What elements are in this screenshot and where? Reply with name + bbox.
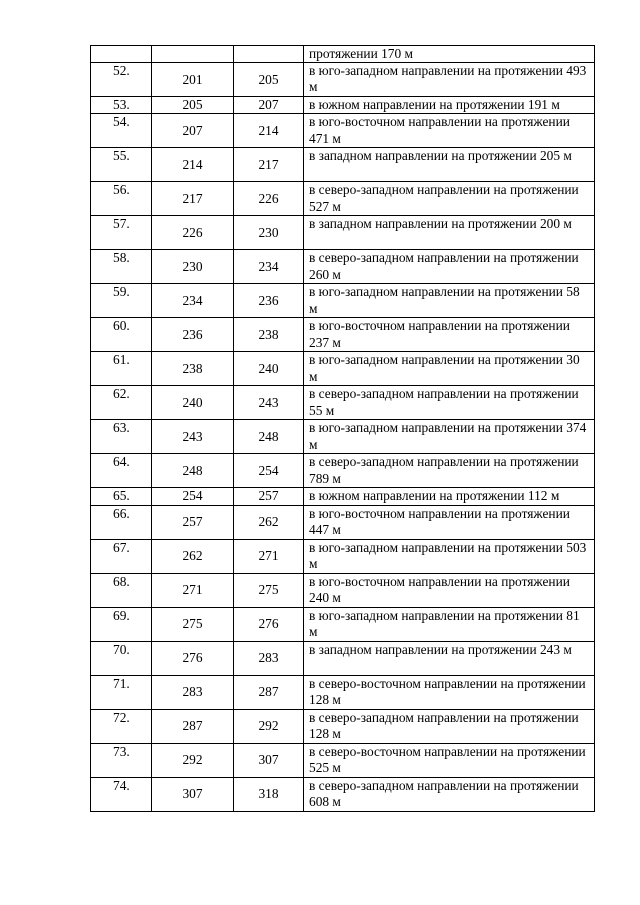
table-row [91, 675, 595, 709]
table-row [91, 250, 595, 284]
to-point-cell: 292 [234, 709, 304, 743]
row-number-cell: 54. [91, 114, 152, 148]
description-cell: в южном направлении на протяжении 191 м [304, 97, 595, 114]
row-number-cell: 62. [91, 386, 152, 420]
from-point-cell: 257 [152, 505, 234, 539]
from-point-cell: 287 [152, 709, 234, 743]
to-point-cell: 217 [234, 148, 304, 182]
description-cell: в западном направлении на протяжении 200 м [304, 216, 595, 250]
to-point-cell: 214 [234, 114, 304, 148]
table-row [91, 505, 595, 539]
description-cell: в северо-восточном направлении на протяжении 525 м [304, 743, 595, 777]
to-point-cell: 230 [234, 216, 304, 250]
row-number-cell: 73. [91, 743, 152, 777]
table-row [91, 318, 595, 352]
from-point-cell: 254 [152, 488, 234, 505]
boundary-description-table [90, 45, 595, 812]
from-point-cell: 238 [152, 352, 234, 386]
description-cell: в юго-западном направлении на протяжении 81 м [304, 607, 595, 641]
from-point-cell: 226 [152, 216, 234, 250]
from-point-cell: 262 [152, 539, 234, 573]
table-row [91, 607, 595, 641]
description-cell: в юго-западном направлении на протяжении 493 м [304, 63, 595, 97]
description-cell: в юго-восточном направлении на протяжении 240 м [304, 573, 595, 607]
to-point-cell: 226 [234, 182, 304, 216]
table-row [91, 352, 595, 386]
to-point-cell: 276 [234, 607, 304, 641]
description-cell: в западном направлении на протяжении 243 м [304, 641, 595, 675]
description-cell: в юго-западном направлении на протяжении 503 м [304, 539, 595, 573]
to-point-cell: 238 [234, 318, 304, 352]
table-row [91, 216, 595, 250]
table-row [91, 488, 595, 505]
to-point-cell: 236 [234, 284, 304, 318]
table-row [91, 114, 595, 148]
row-number-cell: 63. [91, 420, 152, 454]
description-cell: в северо-западном направлении на протяжении 527 м [304, 182, 595, 216]
description-cell: в северо-западном направлении на протяжении 789 м [304, 454, 595, 488]
from-point-cell: 236 [152, 318, 234, 352]
from-point-cell: 243 [152, 420, 234, 454]
row-number-cell: 59. [91, 284, 152, 318]
row-number-cell: 53. [91, 97, 152, 114]
row-number-cell: 68. [91, 573, 152, 607]
from-point-cell: 205 [152, 97, 234, 114]
to-point-cell: 287 [234, 675, 304, 709]
from-point-cell: 240 [152, 386, 234, 420]
description-cell: в юго-западном направлении на протяжении 58 м [304, 284, 595, 318]
to-point-cell: 262 [234, 505, 304, 539]
table-row [91, 46, 595, 63]
row-number-cell: 56. [91, 182, 152, 216]
from-point-cell: 271 [152, 573, 234, 607]
to-point-cell: 318 [234, 777, 304, 811]
from-point-cell: 283 [152, 675, 234, 709]
table-row [91, 641, 595, 675]
row-number-cell: 58. [91, 250, 152, 284]
to-point-cell: 307 [234, 743, 304, 777]
from-point-cell: 201 [152, 63, 234, 97]
row-number-cell: 65. [91, 488, 152, 505]
to-point-cell: 207 [234, 97, 304, 114]
description-cell: протяжении 170 м [304, 46, 595, 63]
row-number-cell: 67. [91, 539, 152, 573]
row-number-cell: 71. [91, 675, 152, 709]
from-point-cell: 214 [152, 148, 234, 182]
description-cell: в юго-западном направлении на протяжении 374 м [304, 420, 595, 454]
to-point-cell: 234 [234, 250, 304, 284]
to-point-cell: 283 [234, 641, 304, 675]
from-point-cell: 307 [152, 777, 234, 811]
from-point-cell: 248 [152, 454, 234, 488]
row-number-cell: 60. [91, 318, 152, 352]
table-row [91, 97, 595, 114]
description-cell: в северо-западном направлении на протяжении 608 м [304, 777, 595, 811]
table-row [91, 284, 595, 318]
from-point-cell: 275 [152, 607, 234, 641]
description-cell: в юго-западном направлении на протяжении 30 м [304, 352, 595, 386]
row-number-cell: 55. [91, 148, 152, 182]
row-number-cell: 57. [91, 216, 152, 250]
description-cell: в северо-восточном направлении на протяжении 128 м [304, 675, 595, 709]
table-row [91, 777, 595, 811]
row-number-cell: 66. [91, 505, 152, 539]
row-number-cell: 61. [91, 352, 152, 386]
to-point-cell: 248 [234, 420, 304, 454]
table-row [91, 454, 595, 488]
to-point-cell [234, 46, 304, 63]
description-cell: в северо-западном направлении на протяжении 128 м [304, 709, 595, 743]
description-cell: в южном направлении на протяжении 112 м [304, 488, 595, 505]
to-point-cell: 243 [234, 386, 304, 420]
to-point-cell: 275 [234, 573, 304, 607]
description-cell: в северо-западном направлении на протяжении 260 м [304, 250, 595, 284]
row-number-cell [91, 46, 152, 63]
table-row [91, 63, 595, 97]
table-row [91, 148, 595, 182]
to-point-cell: 205 [234, 63, 304, 97]
table-row [91, 743, 595, 777]
table-row [91, 182, 595, 216]
description-cell: в юго-восточном направлении на протяжении 447 м [304, 505, 595, 539]
table-row [91, 539, 595, 573]
from-point-cell: 276 [152, 641, 234, 675]
table-body [91, 46, 595, 812]
row-number-cell: 64. [91, 454, 152, 488]
table-row [91, 420, 595, 454]
to-point-cell: 240 [234, 352, 304, 386]
table-row [91, 386, 595, 420]
row-number-cell: 74. [91, 777, 152, 811]
from-point-cell: 234 [152, 284, 234, 318]
to-point-cell: 271 [234, 539, 304, 573]
to-point-cell: 257 [234, 488, 304, 505]
table-row [91, 573, 595, 607]
description-cell: в юго-восточном направлении на протяжении 471 м [304, 114, 595, 148]
row-number-cell: 72. [91, 709, 152, 743]
row-number-cell: 69. [91, 607, 152, 641]
row-number-cell: 70. [91, 641, 152, 675]
table-row [91, 709, 595, 743]
from-point-cell: 292 [152, 743, 234, 777]
from-point-cell [152, 46, 234, 63]
row-number-cell: 52. [91, 63, 152, 97]
description-cell: в северо-западном направлении на протяжении 55 м [304, 386, 595, 420]
description-cell: в юго-восточном направлении на протяжении 237 м [304, 318, 595, 352]
from-point-cell: 230 [152, 250, 234, 284]
to-point-cell: 254 [234, 454, 304, 488]
from-point-cell: 207 [152, 114, 234, 148]
description-cell: в западном направлении на протяжении 205 м [304, 148, 595, 182]
from-point-cell: 217 [152, 182, 234, 216]
